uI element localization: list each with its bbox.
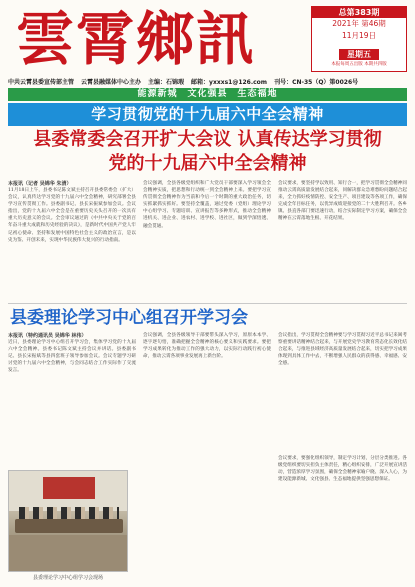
issue-number: 2021年 第46期 xyxy=(332,19,386,28)
photo-caption: 县委理论学习中心组学习会现场 xyxy=(32,575,103,581)
issue-weekday: 星期五 xyxy=(339,49,379,60)
slogan-bar: 能源新城 文化强县 生态福地 xyxy=(8,88,407,101)
print-note: 本报每周五出版 本期共四版 xyxy=(331,62,387,67)
meeting-photo xyxy=(8,470,128,572)
issue-date: 11月19日 xyxy=(341,31,377,40)
contact-email: 邮箱：yxxxs1@126.com xyxy=(191,78,268,86)
publisher-host: 云霄县融媒体中心主办 xyxy=(81,78,142,86)
article2-column-4: 会议要求，要强化组织领导，制定学习计划，分层分类推进。各级党组织要切实担负主体责任，精心组织安排，广泛开展宣讲活动，营造浓厚学习氛围，确保全会精神家喻户晓、深入人心，为建设能源新城、文化强县、生态福地提供坚强思想保证。 xyxy=(278,456,407,483)
article2-column-3: 会议指出，学习贯彻全会精神要与学习贯彻习近平总书记来闽考察重要讲话精神结合起来，与开展党史学习教育常态化长效化结合起来，与推进县域经济高质量发展结合起来，切实把学习成果体现到具体工作中去，不断增强人民群众的获得感、幸福感、安全感。 xyxy=(278,333,407,367)
issue-total: 总第383期 xyxy=(312,7,406,18)
article1-headline-line1: 县委常委会召开扩大会议 认真传达学习贯彻 xyxy=(33,129,382,150)
editor-in-chief: 主编：石锦瑕 xyxy=(148,78,185,86)
section-divider xyxy=(8,303,407,304)
article2-column-2: 会议强调，全县各级领导干部要带头深入学习，原原本本学、逐字逐句悟，准确把握全会精神的核心要义和实践要求。要把学习成果转化为推动工作的强大动力，以实际行动践行初心使命，推动云霄各项事业发展再上新台阶。 xyxy=(143,333,271,360)
article1-headline xyxy=(8,128,407,176)
photo-floor xyxy=(9,535,127,572)
article2-column-1: 近日，县委理论学习中心组召开学习会，集体学习党的十九届六中全会精神。县委书记陈文斌主持会议并讲话。县委副书记、县长宋振斌等县四套班子领导参加会议。会议专题学习研讨党的十九届六中全会精神，与会同志结合工作实际作了交流发言。 xyxy=(8,340,136,374)
newspaper-title-logo: 雲霄鄉訊 xyxy=(16,5,257,73)
article2-headline: 县委理论学习中心组召开学习会 xyxy=(10,308,248,328)
photo-conference-table xyxy=(15,519,123,533)
registration-number: 刊号：CN-35（Q）第0026号 xyxy=(274,78,359,86)
article2-byline: 本报讯（特约通讯员 吴锦华 林伟） xyxy=(8,333,87,339)
article1-headline-line2: 党的十九届六中全会精神 xyxy=(108,153,307,174)
section-banner: 学习贯彻党的十九届六中全会精神 xyxy=(8,103,407,126)
article1-column-3: 会议要求，要坚持学以致用、知行合一，把学习贯彻全会精神同推动云霄高质量发展结合起来，同解决群众急难愁盼问题结合起来，全力抓好疫情防控、安全生产、项目建设等各项工作，确保完成全年目标任务，以优异成绩迎接党的二十大胜利召开。各乡镇、县直各部门要迅速行动，结合实际制定学习方案，确保全会精神在云霄落地生根、开花结果。 xyxy=(278,181,407,222)
photo-banner-screen xyxy=(43,477,95,499)
article1-column-1: 11月18日上午，县委书记陈文斌主持召开县委常委会（扩大）会议，认真传达学习党的十九届六中全会精神，研究部署全县学习宣传贯彻工作。县委副书记、县长宋振斌参加会议。会议指出，党的十九届六中全会是在重要历史关头召开的一次具有重大历史意义的会议。全会审议通过的《中共中央关于党的百年奋斗重大成就和历史经验的决议》，是新时代中国共产党人牢记初心使命、坚持和发展中国特色社会主义的政治宣言，是以史为鉴、开创未来，实现中华民族伟大复兴的行动指南。 xyxy=(8,188,136,243)
article1-column-2: 会议强调，全县各级党组织和广大党员干部要深入学习领会全会精神实质，把思想和行动统一到全会精神上来。要把学习宣传贯彻全会精神作为当前和今后一个时期的重大政治任务，切实抓紧抓实抓好。要坚持全覆盖，通过党委（党组）理论学习中心组学习、专题培训、宣讲报告等多种形式，推动全会精神进机关、进企业、进农村、进学校、进社区，做到学深悟透、融会贯通。 xyxy=(143,181,271,229)
issue-info-box xyxy=(311,6,407,72)
publisher-supervisor: 中共云霄县委宣传部主管 xyxy=(8,78,75,86)
article1-byline: 本报讯（记者 吴锦华 朱清） xyxy=(8,181,72,187)
publication-info xyxy=(8,76,407,86)
